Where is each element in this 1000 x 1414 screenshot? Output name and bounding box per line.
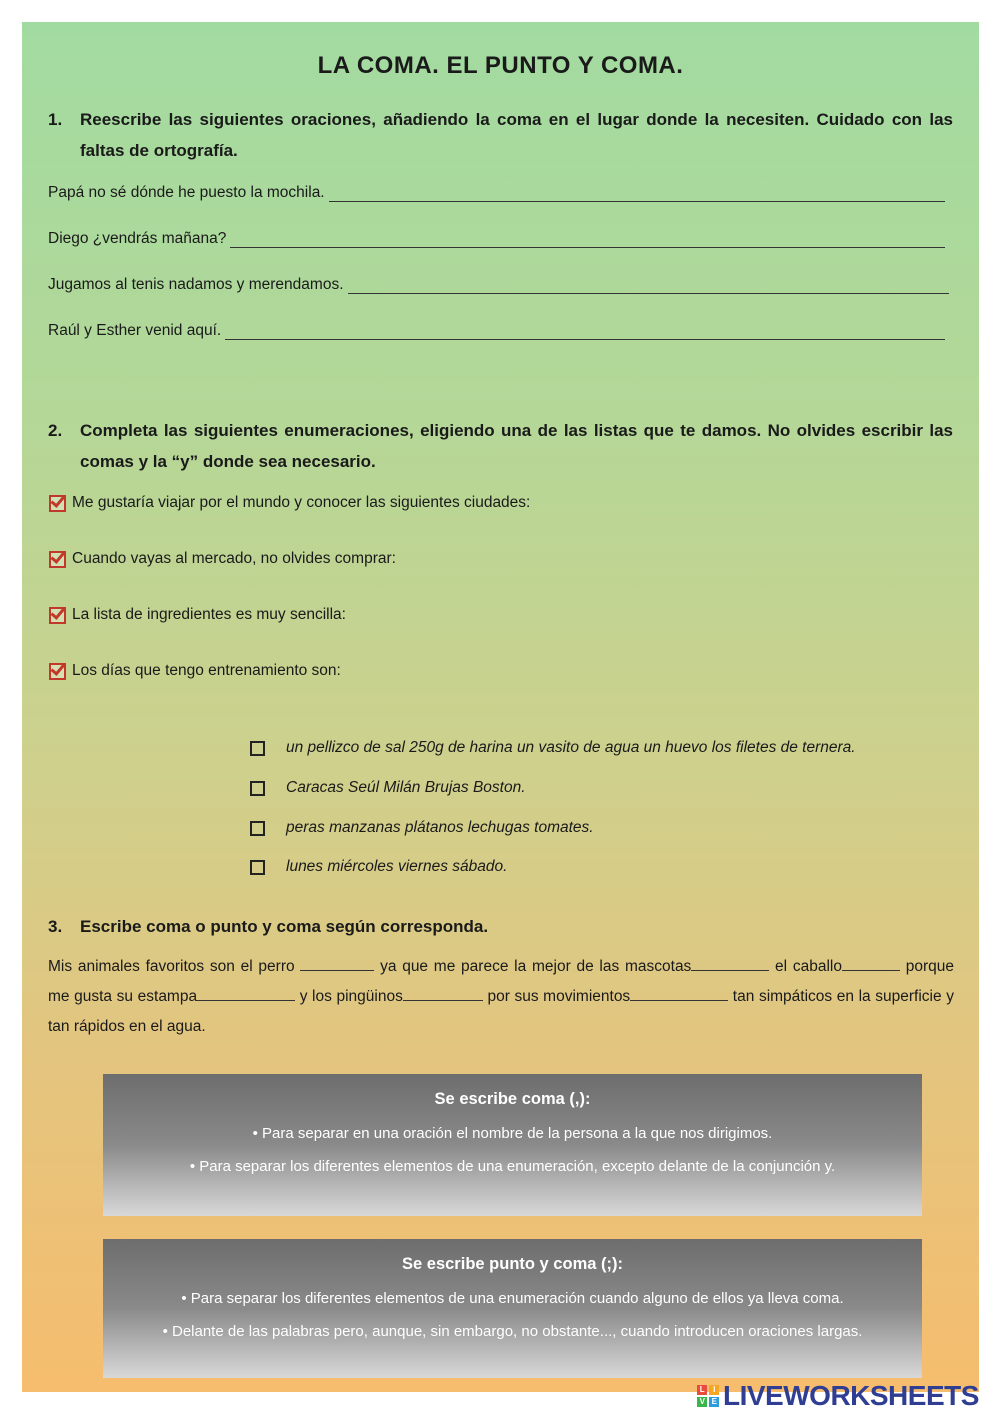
list-option: peras manzanas plátanos lechugas tomates. — [250, 819, 594, 837]
sentence-row — [48, 184, 945, 202]
page-title: LA COMA. EL PUNTO Y COMA. — [317, 52, 684, 79]
section2-number: 2. — [48, 421, 63, 440]
blank-gap[interactable] — [197, 986, 295, 1001]
rule-bullet: • Para separar los diferentes elementos de una enumeración, excepto delante de la conjunción y. — [189, 1158, 836, 1175]
rule-box-semicolon — [103, 1239, 922, 1378]
blank-gap[interactable] — [300, 956, 374, 971]
rule-title: Se escribe coma (,): — [434, 1090, 591, 1108]
logo-cell: E — [709, 1397, 719, 1407]
rule-box-comma — [103, 1074, 922, 1216]
logo-cell: I — [709, 1385, 719, 1395]
blank-gap[interactable] — [630, 986, 728, 1001]
section1-number: 1. — [48, 110, 63, 129]
checked-box-icon — [49, 495, 66, 512]
blank-gap[interactable] — [691, 956, 769, 971]
sentence-row — [48, 230, 945, 248]
logo-grid-icon — [697, 1385, 719, 1407]
enumeration-prompt: Los días que tengo entrenamiento son: — [49, 662, 341, 680]
sentence-row — [48, 276, 949, 294]
answer-line[interactable] — [225, 325, 945, 340]
list-option: Caracas Seúl Milán Brujas Boston. — [250, 779, 526, 797]
enumeration-prompt: Cuando vayas al mercado, no olvides comprar: — [49, 550, 396, 568]
rule-bullet: • Para separar los diferentes elementos de una enumeración cuando alguno de ellos ya lleva coma. — [181, 1290, 844, 1307]
section1-instruction: 1. Reescribe las siguientes oraciones, añadiendo la coma en el lugar donde la necesiten. Cuidado con las faltas de ortografía. — [80, 104, 953, 166]
worksheet — [22, 22, 979, 1392]
checked-box-icon — [49, 663, 66, 680]
logo-text: LIVEWORKSHEETS — [723, 1380, 979, 1411]
enumeration-prompt: Me gustaría viajar por el mundo y conocer las siguientes ciudades: — [49, 494, 530, 512]
answer-line[interactable] — [329, 187, 945, 202]
empty-checkbox-icon — [250, 821, 265, 836]
rule-bullet: • Para separar en una oración el nombre de la persona a la que nos dirigimos. — [252, 1125, 773, 1142]
sentence-row — [48, 322, 945, 340]
rule-bullet: • Delante de las palabras pero, aunque, sin embargo, no obstante..., cuando introducen oraciones largas. — [162, 1323, 863, 1340]
sentence-text: Jugamos al tenis nadamos y merendamos. — [48, 276, 344, 293]
checked-box-icon — [49, 607, 66, 624]
checked-box-icon — [49, 551, 66, 568]
section2-instruction: 2. Completa las siguientes enumeraciones, eligiendo una de las listas que te damos. No olvides escribir las comas y la “y” donde sea necesario. — [80, 415, 953, 477]
logo-cell: L — [697, 1385, 707, 1395]
empty-checkbox-icon — [250, 741, 265, 756]
empty-checkbox-icon — [250, 860, 265, 875]
fill-in-paragraph: Mis animales favoritos son el perro ya que me parece la mejor de las mascotas el caballo porque me gusta su estampa y los pingüinos por sus movimientos tan simpáticos en la superficie y tan rápidos en el agua. — [48, 958, 954, 1035]
section3-number: 3. — [48, 917, 63, 936]
sentence-text: Raúl y Esther venid aquí. — [48, 322, 222, 339]
liveworksheets-logo — [697, 1380, 979, 1412]
answer-line[interactable] — [348, 279, 949, 294]
empty-checkbox-icon — [250, 781, 265, 796]
section3-instruction: 3. Escribe coma o punto y coma según corresponda. — [80, 911, 953, 942]
logo-cell: V — [697, 1397, 707, 1407]
blank-gap[interactable] — [403, 986, 483, 1001]
sentence-text: Diego ¿vendrás mañana? — [48, 230, 227, 247]
sentence-text: Papá no sé dónde he puesto la mochila. — [48, 184, 325, 201]
list-option: lunes miércoles viernes sábado. — [250, 858, 507, 876]
blank-gap[interactable] — [842, 956, 900, 971]
answer-line[interactable] — [230, 233, 945, 248]
rule-title: Se escribe punto y coma (;): — [402, 1255, 623, 1273]
list-option: un pellizco de sal 250g de harina un vasito de agua un huevo los filetes de ternera. — [250, 739, 856, 757]
enumeration-prompt: La lista de ingredientes es muy sencilla: — [49, 606, 346, 624]
